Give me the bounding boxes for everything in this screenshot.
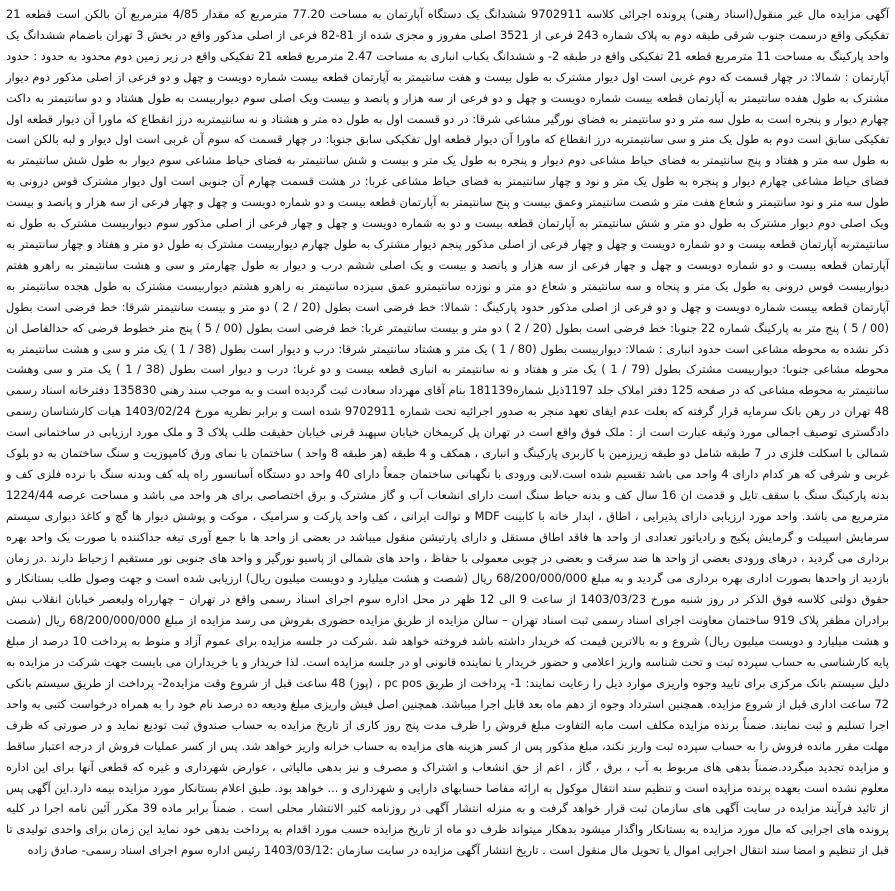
notice-body-text: آگهی مزایده مال غیر منقول(اسناد رهنی) پرونده اجرائی کلاسه 9702911 ششدانگ یک دستگاه آپارتمان به مساحت 77.20 مترمربع که مقدار 4/85 مترمربع آن بالکن است قطعه 21 تفکیکی واقع درسمت جنوب شرقی طبقه دوم به پلاک شماره 243 فرعی از 3521 اصلی مفروز و مجزی شده از 81-82 فرعی از اصلی مذکور واقع در بخش 3 تهران باضمام ششدانگ یک واحد پارکینگ به مساحت 11 مترمربع قطعه 21 تفکیکی واقع در طبقه 2- و ششدانگ یکباب انباری به مساحت 2.47 مترمربع قطعه 21 تفکیکی واقع در زیر زمین دوم محدود به حدود : حدود آپارتمان : شمالا: در چهار قسمت که دوم غربی است اول دیوار مشترک به طول بیست و هفت سانتیمتر به آپارتمان قطعه بیست شماره دویست و چهل و دو فرعی از اصلی مذکور دوم دیوار مشترک به طول هفده سانتیمتر به آپارتمان قطعه بیست شماره دویست و چهل و دو فرعی از سه هزار و پانصد و بیست ویک اصلی سوم دیواربیست به طول هشتاد و دو سانتیمتر به داکت چهارم دیوار و پنجره است به طول سه متر و دو سانتیمتر به فضای نورگیر مشاعی شرقا: در دو قسمت اول به طول ده متر و هشتاد و نه سانتیمتربه درز انقطاع که ماورا آن دیوار قطعه اول تفکیکی سابق است دوم به طول یک متر و سی سانتیمتربه درز انقطاع که ماورا آن دیوار قطعه اول تفکیکی سابق جنوبا: در چهار قسمت که سوم آن غربی است اول دیوار و لبه بالکن است به طول سه متر و هفتاد و پنج سانتیمتر به فضای حیاط مشاعی دوم دیوار و پنجره به طول یک متر و بیست و شش سانتیمتر به فضای حیاط مشاعی سوم دیوار به طول شش سانتیمتر به فضای حیاط مشاعی چهارم دیوار و پنجره به طول یک متر و نود و چهار سانتیمتر به فضای حیاط مشاعی غربا: در هشت قسمت چهارم آن جنوبی است اول دیوار مشترک قوس درونی به طول سه متر و نود سانتیمتر و شعاع هفت متر و شصت سانتیمتر وعمق بیست و پنج سانتیمتر به آپارتمان قطعه بیست و دو شماره دویست و چهل و چهار فرعی از سه هزار و پانصد و بیست ویک اصلی دوم دیوار مشترک به طول دو متر و شش سانتیمتر به آپارتمان قطعه بیست و دو به شماره دویست و چهل و چهار فرعی از اصلی مذکور سوم دیواربیست مشترک به طول نه سانتیمتربه آپارتمان قطعه بیست و دو شماره دویست و چهل و چهار فرعی از اصلی مذکور پنجم دیوار مشترک به طول چهارم دیواربیست مشترک به طول دو متر و هفتاد و چهار سانتیمتر به آپارتمان قطعه بیست و دو شماره دویست و چهل و چهار فرعی از سه هزار و پانصد و بیست و یک اصلی ششم درب و دیوار به طول چهارمتر و سی و هشت سانتیمتر به راهرو هفتم دیواربیست قوس درونی به طول یک متر و پنجاه و سه سانتیمتر و شعاع دو متر و نوزده سانتیمترو عمق سیزده سانتیمتر به راهرو هشتم دیواربیست مشترک به طول هجده سانتیمتر به آپارتمان قطعه بیست شماره دویست و چهل و دو فرعی از اصلی مذکور حدود پارکینگ : شمالا: خط فرضی است بطول (20 / 2 ) دو متر و بیست سانتیمتر شرقا: خط فرضی است بطول (00 / 5 ) پنج متر به پارکینگ شماره 22 جنوبا: خط فرضی است بطول (20 / 2 ) دو متر و بیست سانتیمتر غربا: خط فرضی است بطول (00 / 5 ) پنج متر خطوط فرضی که حدالفاصل ان ذکر نشده به محوطه مشاعی است حدود انباری : شمالا: دیواربیست بطول (80 / 1 ) یک متر و هشتاد سانتیمتر شرقا: درب و دیوار است بطول (38 / 1 ) یک متر و سی و هشت سانتیمتر به محوطه مشاعی جنوبا: دیواربیست مشترک بطول (79 / 1 ) یک متر و هفتاد و نه سانتیمتر به انباری قطعه بیست و دو غربا: درب و دیوار است بطول (38 / 1 ) یک متر و سی وهشت سانتیمتر به محوطه مشاعی که در صفحه 125 دفتر املاک جلد 1197ذیل شماره181139 بنام آقای مهرداد سعادت ثبت گردیده است و به موجب سند رهنی 135830 دفترخانه اسناد رسمی 48 تهران در رهن بانک سرمایه قرار گرفته که بعلت عدم ایفای تعهد منجر به صدور اجرائیه تحت شماره 9702911 شده است و برابر نظریه مورخ 1403/02/24 هیات کارشناسان رسمی دادگستری توصیف اجمالی مورد وثیقه عبارت است از : ملک فوق واقع است در تهران پل کریمخان خیابان سپهبد قرنی خیابان حقیقت طلب پلاک 3 و ملک مورد ارزیابی در ساختمانی است شمالی با اسکلت فلزی در 7 طبقه شامل دو طبقه زیرزمین با کاربری پارکینگ و انباری ، همکف و 4 طبقه (هر طبقه 8 واحد ) ساختمان با نمای ورق کامپوزیت و سنگ ساختمان به دو بلوک غربی و شرقی که هر کدام دارای 4 واحد می باشد تقسیم شده است.لابی ورودی با نگهبانی ساختمان جمعاً دارای 40 واحد دو دستگاه آسانسور راه پله کف وبدنه سنگ با نرده فلزی کف و بدنه پارکینگ سنگ با سقف تایل و قدمت ان 16 سال کف و بدنه حیاط سنگ است دارای انشعاب آب و گاز مشترک و برق اختصاصی برای هر واحد می باشد و مساحت عرصه 1224/44 مترمربع می باشد. واحد مورد ارزیابی دارای پذیرایی ، اطاق ، ابدار خانه با کابینت MDF و توالت ایرانی ، کف واحد پارکت و سرامیک ، موکت و پوشش دیوار ها گچ و کاغذ دیواری سیستم سرمایش اسپیلت و گرمایش پکیج و رادیاتور تعدادی از واحد ها فاقد اطاق مستقل و دارای پارتیشن منقول میباشد در بعضی از واحد ها با جمع آوری تیغه جداکننده با صورت یک واحد بهره برداری می گردید ، درهای ورودی بعضی از واحد ها ضد سرقت و بعضی در چوبی معمولی با حفاظ ، واحد های شمالی از پاسیو نورگیر و واحد های جنوبی نور مستقیم ا زحیاط دارند .در زمان بازدید از واحدها بصورت اداری بهره برداری می گردید و به مبلغ 68/200/000/000 ریال (شصت و هشت میلیارد و دویست میلیون ریال) ارزیابی شده است و جهت وصول طلب بستانکار و حقوق دولتی کلاسه فوق الذکر در روز شنبه مورخ 1403/03/23 از ساعت 9 الی 12 ظهر در محل اداره سوم اجرای اسناد رسمی واقع در تهران – چهارراه ولیعصر خیابان انقلاب نبش برادران مظفر پلاک 919 ساختمان معاونت اجرای اسناد رسمی ثبت اسناد تهران – سالن مزایده از طریق مزایده حضوری بفروش می رسد مزایده از مبلغ 68/200/000/000 ریال (شصت و هشت میلیارد و دویست میلیون ریال) شروع و به بالاترین قیمت که خریدار داشته باشد فروخته خواهد شد .شرکت در جلسه مزایده برای عموم آزاد و منوط به پرداخت 10 درصد از مبلغ پایه کارشناسی به حساب سپرده ثبت و تحت شناسه واریز اعلامی و حضور خریدار یا نماینده قانونی او در جلسه مزایده است. لذا خریدار و یا خریداران می بایست جهت شرکت در مزایده به دلیل سیستم بانک مرکزی برای تایید وجوه واریزی موارد ذیل را رعایت نمایند: 1- پرداخت از طریق pc pos ، (پوز) 48 ساعت قبل از شروع وقت مزایده2- پرداخت از طریق سیستم بانکی 72 ساعت اداری قبل از شروع مزایده. همچنین استرداد وجوه از دهم ماه بعد قابل اجرا میباشد. همچنین اصل فیش واریزی مبلغ ودیعه ده درصد نام خود را به همراه درخواست کتبی به واحد اجرا تسلیم و ثبت نمایند. ضمناً برنده مزایده مکلف است مابه التفاوت مبلغ فروش را ظرف مدت پنج روز کاری از تاریخ مزایده به حساب صندوق ثبت تودیع نماید و در صورتی که ظرف مهلت مقرر مانده فروش را به حساب سپرده ثبت واریز نکند، مبلغ مذکور پس از کسر هزینه های مزایده به حساب خزانه واریز خواهد شد. پس از کسر عملیات فروش از درجه اعتبار ساقط و مزایده تجدید میگردد.ضمناً بدهی های مربوط به آب ، برق ، گاز ، اعم از حق انشعاب و اشتراک و مصرف و نیز بدهی مالیاتی ، عوارض شهرداری و غیره که قطعی آنها برای این اداره معلوم نشده است بعهده برنده مزایده است و تنظیم سند انتقال موکول به ارائه مفاصا حسابهای دارایی و شهرداری و ... خواهد بود. طبق اعلام بستانکار مورد مزایده بیمه دارد.این آگهی پس از تائید فرآیند مزایده در سایت آگهی های سازمان ثبت قرار خواهد گرفت و به منزله انتشار آگهی در روزنامه کثیر الانتشار محلی است . ضمناً برابر ماده 39 مکرر آئین نامه اجرا در کلیه پرونده های اجرایی که مال مورد مزایده به بستانکار واگذار میشود بدهکار میتواند ظرف دو ماه از تاریخ مزایده حسب مورد اقدام به پرداخت بدهی خود نماید این زمان برای واحدی تولیدی تا قبل از تنظیم و امضا سند انتقال اجرایی اموال یا تحویل مال منقول است . تاریخ انتشار آگهی مزایده در سایت سازمان :1403/03/12 رئیس اداره سوم اجرای اسناد رسمی- صادق زاده [6, 7, 890, 858]
